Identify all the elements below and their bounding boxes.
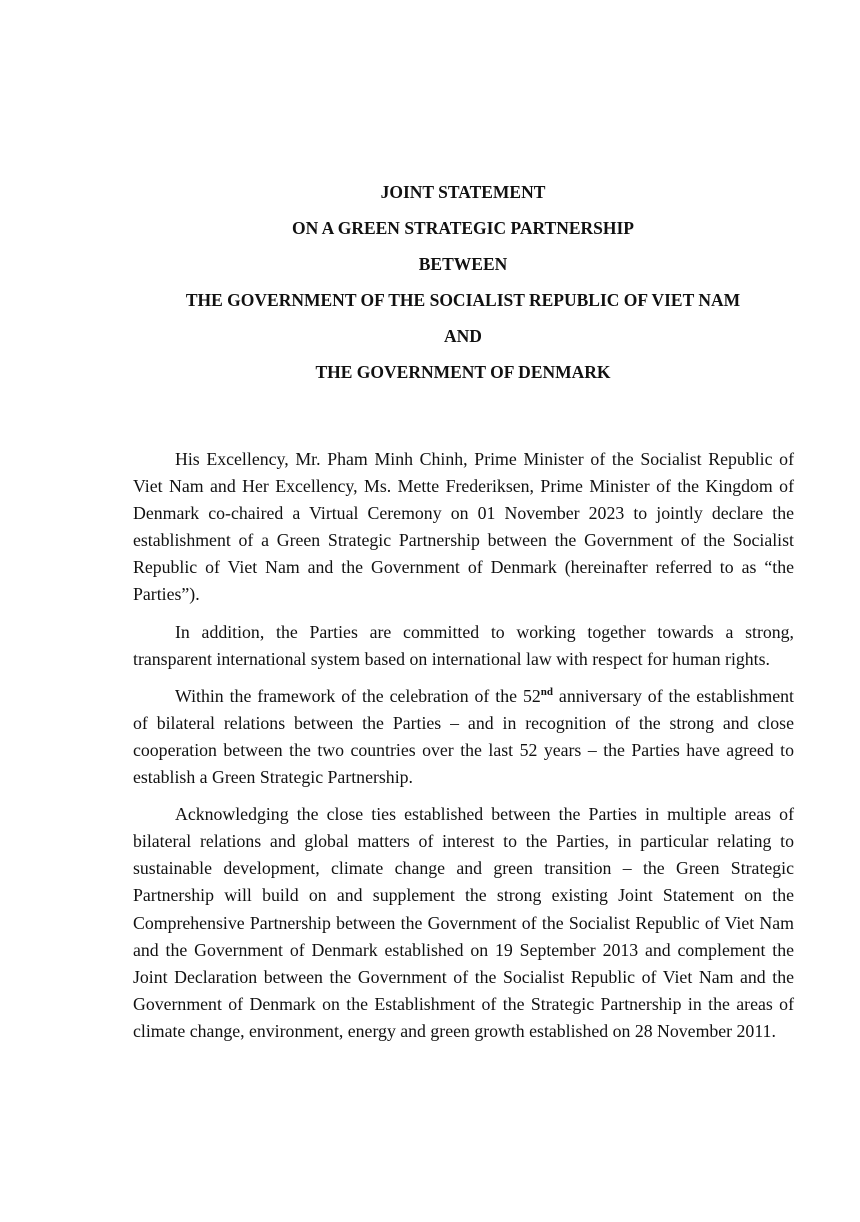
paragraph-anniversary-text-end: anniversary of the establishment of bilateral relations between the Parties – and in recognition of the strong and close cooperation between the two countries over the last 52 years – the Parties have agreed to establish a Green Strategic Partnership. [133, 685, 794, 788]
document-title [0, 174, 860, 390]
title-line-3: BETWEEN [418, 254, 508, 274]
title-line-2: ON A GREEN STRATEGIC PARTNERSHIP [292, 218, 634, 238]
title-line-6: THE GOVERNMENT OF DENMARK [315, 362, 611, 382]
ordinal-superscript: nd [540, 685, 553, 698]
title-line-1: JOINT STATEMENT [380, 182, 546, 202]
title-line-5: AND [444, 326, 482, 346]
paragraph-anniversary [133, 683, 794, 791]
paragraph-acknowledgement: Acknowledging the close ties established between the Parties in multiple areas of bilateral relations and global matters of interest to the Parties, in particular relating to sustainable development, climate change and green transition – the Green Strategic Partnership will build on and supplement the strong existing Joint Statement on the Comprehensive Partnership between the Government of the Socialist Republic of Viet Nam and the Government of Denmark established on 19 September 2013 and complement the Joint Declaration between the Government of the Socialist Republic of Viet Nam and the Government of Denmark on the Establishment of the Strategic Partnership in the areas of climate change, environment, energy and green growth established on 28 November 2011. [133, 804, 794, 1041]
paragraph-commitment: In addition, the Parties are committed to working together towards a strong, transparent international system based on international law with respect for human rights. [133, 621, 794, 669]
title-line-4: THE GOVERNMENT OF THE SOCIALIST REPUBLIC OF VIET NAM [185, 290, 741, 310]
paragraph-opening: His Excellency, Mr. Pham Minh Chinh, Prime Minister of the Socialist Republic of Viet Nam and Her Excellency, Ms. Mette Frederiksen, Prime Minister of the Kingdom of Denmark co-chaired a Virtual Ceremony on 01 November 2023 to jointly declare the establishment of a Green Strategic Partnership between the Government of the Socialist Republic of Viet Nam and the Government of Denmark (hereinafter referred to as “the Parties”). [133, 449, 794, 605]
paragraph-anniversary-text-start: Within the framework of the celebration of the 52 [175, 685, 541, 706]
document-body [133, 446, 794, 1055]
